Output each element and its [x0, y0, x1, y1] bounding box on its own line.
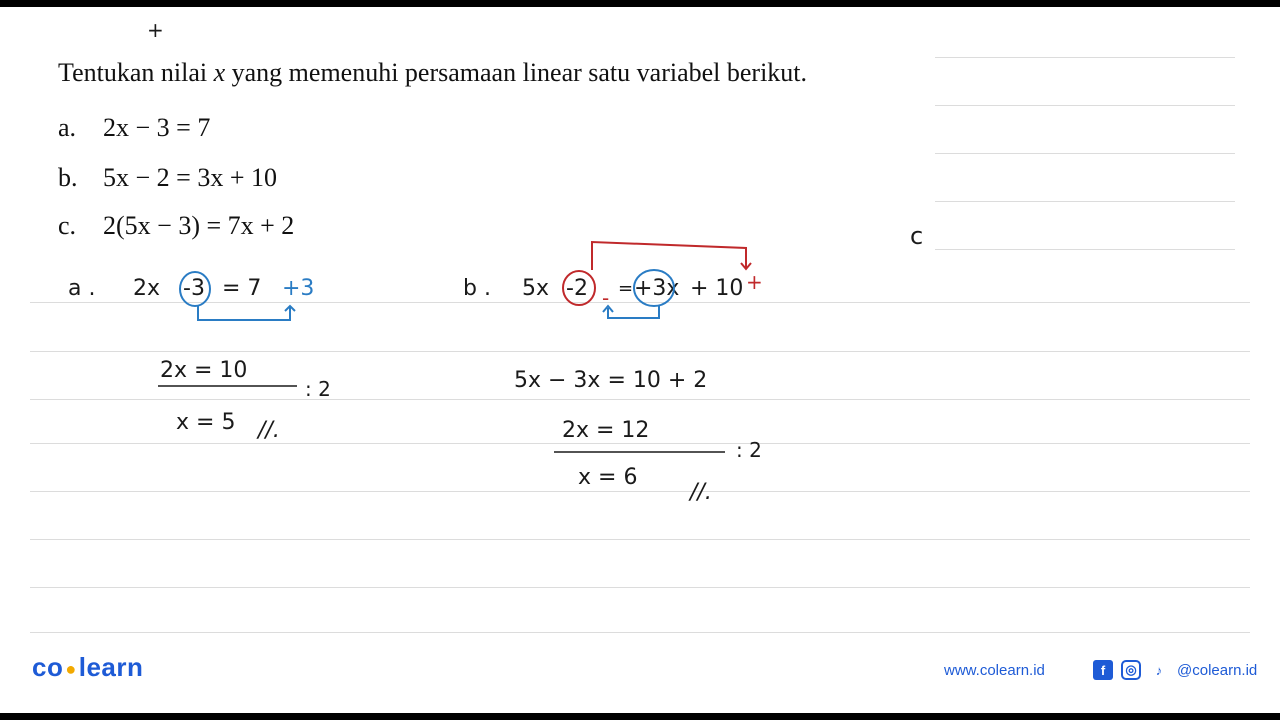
tiktok-icon[interactable]: ♪	[1155, 662, 1163, 678]
question-item-b	[58, 163, 277, 193]
social-links	[1093, 660, 1257, 680]
question-title: Tentukan nilai x yang memenuhi persamaan linear satu variabel berikut.	[58, 58, 808, 87]
hand-a-result-mark: //.	[258, 418, 280, 443]
stray-plus-mark: +	[147, 18, 164, 42]
hand-a-divisor: : 2	[305, 377, 331, 401]
hand-a-add-three: +3	[282, 276, 315, 301]
hand-b-line1-right: + 10	[690, 276, 744, 301]
item-label: a.	[58, 113, 77, 142]
hand-a-line1-left: 2x	[133, 276, 161, 301]
hand-b-equals: =	[618, 278, 634, 299]
item-label: c.	[58, 211, 77, 240]
hand-b-line4: x = 6	[578, 465, 638, 490]
item-label: b.	[58, 163, 78, 192]
question-item-c	[58, 211, 294, 241]
hand-b-result-mark: //.	[690, 480, 712, 505]
item-equation: 2x − 3 = 7	[103, 113, 211, 142]
hand-a-line1-right: = 7	[222, 276, 262, 301]
hand-a-line2: 2x = 10	[160, 358, 248, 383]
hand-b-circled-three-x: +3x	[634, 276, 680, 301]
hand-b-line3: 2x = 12	[562, 418, 650, 443]
hand-b-red-plus: +	[746, 270, 763, 294]
hand-b-line1-left: 5x	[522, 276, 550, 301]
hand-label-c: c	[910, 222, 924, 250]
hand-label-a: a .	[68, 276, 96, 301]
website-link[interactable]: www.colearn.id	[944, 662, 1045, 679]
b-red-arrow	[592, 242, 751, 270]
item-equation: 2(5x − 3) = 7x + 2	[103, 211, 295, 240]
b-blue-arrow	[603, 306, 659, 318]
hand-b-line2: 5x − 3x = 10 + 2	[514, 368, 708, 393]
hand-a-line3: x = 5	[176, 410, 236, 435]
item-equation: 5x − 2 = 3x + 10	[103, 163, 277, 192]
hand-label-b: b .	[463, 276, 491, 301]
a-blue-arrow	[198, 306, 295, 320]
hand-b-circled-minus-two: -2	[566, 276, 588, 301]
question-item-a	[58, 113, 210, 143]
facebook-icon[interactable]: f	[1093, 660, 1113, 680]
top-black-bar	[0, 0, 1280, 7]
hand-a-line1-circled: -3	[183, 276, 205, 301]
hand-b-divisor: : 2	[736, 438, 762, 462]
bottom-black-bar	[0, 713, 1280, 720]
colearn-logo: co ●learn	[32, 652, 144, 682]
hand-b-red-minus: -	[602, 286, 610, 310]
variable-x: x	[213, 58, 226, 87]
social-handle[interactable]: @colearn.id	[1177, 661, 1258, 679]
instagram-icon[interactable]: ◎	[1121, 660, 1141, 680]
